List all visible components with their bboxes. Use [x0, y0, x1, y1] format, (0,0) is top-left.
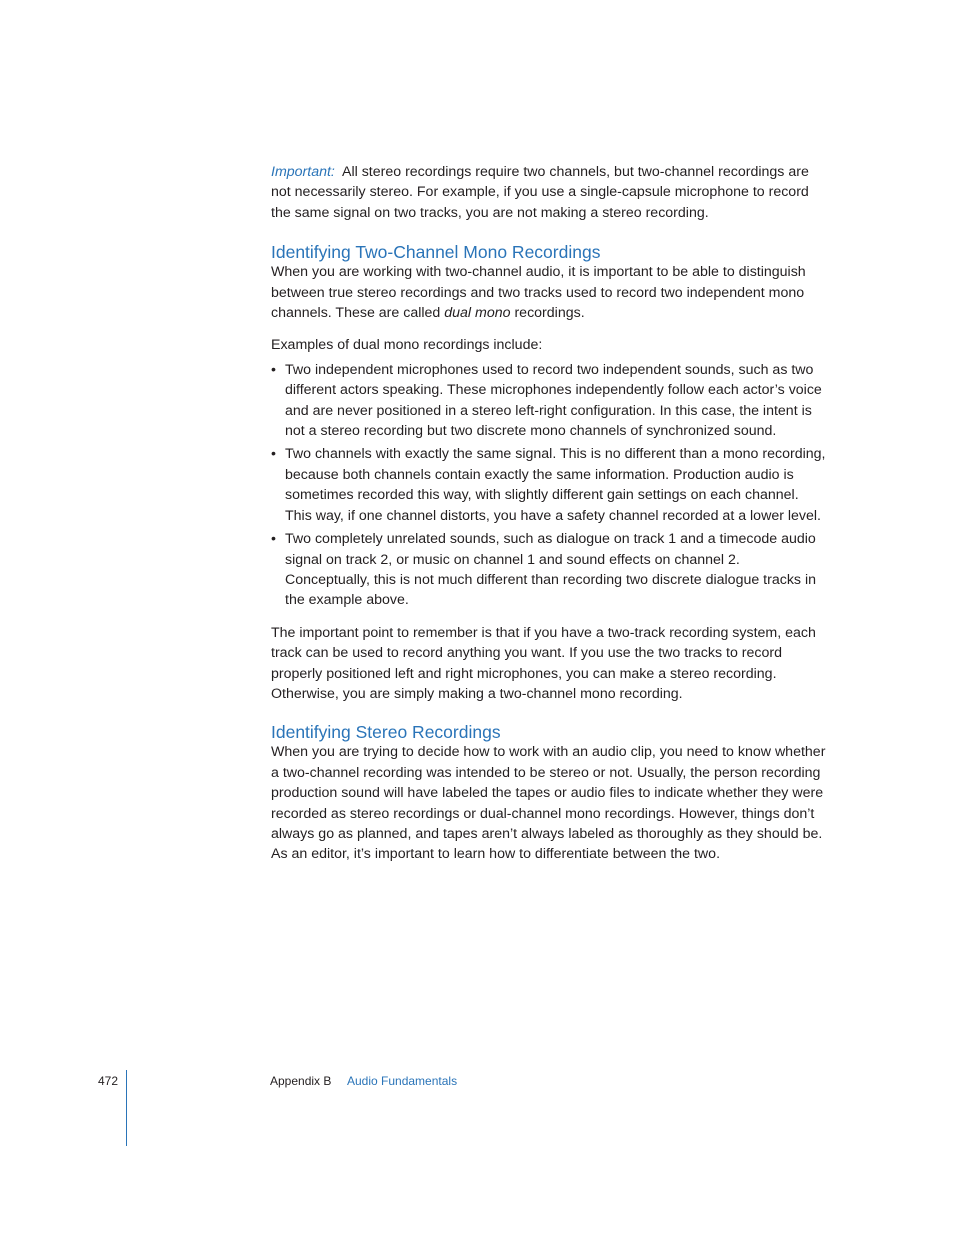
intro-emphasis: dual mono: [444, 305, 511, 322]
list-item: [271, 360, 827, 442]
important-text: All stereo recordings require two channels, but two-channel recordings are not necessarily stereo. For example, if you use a single-capsule microphone to record the same signal on two tracks, you are not making a stereo recording.: [271, 164, 809, 221]
bullet-icon: •: [271, 446, 276, 463]
bullet-icon: •: [271, 361, 276, 378]
footer-chapter-title: Audio Fundamentals: [347, 1074, 458, 1088]
footer-appendix-label: Appendix B: [270, 1074, 332, 1088]
important-label: Important:: [271, 164, 335, 180]
list-item: [271, 529, 827, 611]
list-item-text: Two completely unrelated sounds, such as dialogue on track 1 and a timecode audio signal on track 2, or music on channel 1 and sound effects on channel 2. Conceptually, this is not much different than recording two discrete dialogue tracks in the example above.: [285, 531, 816, 609]
intro-text-start: When you are working with two-channel audio, it is important to be able to distinguish between true stereo recordings and two tracks used to record two independent mono channels. These are called: [271, 264, 806, 322]
list-item-text: Two independent microphones used to record two independent sounds, such as two different actors speaking. These microphones independently follow each actor’s voice and are never positioned in a stereo left-right configuration. In this case, the intent is not a stereo recording but two discrete mono channels of synchronized sound.: [285, 361, 822, 440]
page-number: 472: [98, 1074, 119, 1088]
page-footer: [0, 1070, 954, 1150]
examples-intro: Examples of dual mono recordings include:: [271, 337, 543, 354]
section-heading-mono: Identifying Two-Channel Mono Recordings: [271, 242, 601, 263]
section-mono-intro: [271, 262, 827, 323]
list-item-text: Two channels with exactly the same signal. This is no different than a mono recording, because both channels contain exactly the same information. Production audio is sometimes recorded this way, with slightly different gain settings on each channel. This way, if one channel distorts, you have a safety channel recorded at a lower level.: [285, 446, 826, 524]
intro-text-end: recordings.: [510, 305, 585, 322]
examples-list: [271, 360, 827, 611]
list-item: [271, 444, 827, 526]
section-mono-conclusion: The important point to remember is that if you have a two-track recording system, each track can be used to record anything you want. If you use the two tracks to record properly positioned left and right microphones, you can make a stereo recording. Otherwise, you are simply making a two-channel mono recording.: [271, 624, 816, 702]
important-note: [271, 162, 827, 223]
page-content: [271, 162, 827, 865]
section-heading-stereo: Identifying Stereo Recordings: [271, 722, 501, 743]
footer-divider: [126, 1070, 127, 1146]
section-stereo-body: When you are trying to decide how to work with an audio clip, you need to know whether a two-channel recording was intended to be stereo or not. Usually, the person recording production sound will have labeled the tapes or audio files to indicate whether they were recorded as stereo recordings or dual-channel mono recordings. However, things don’t always go as planned, and tapes aren’t always labeled as thoroughly as they should be. As an editor, it’s important to learn how to differentiate between the two.: [271, 744, 826, 863]
bullet-icon: •: [271, 531, 276, 548]
